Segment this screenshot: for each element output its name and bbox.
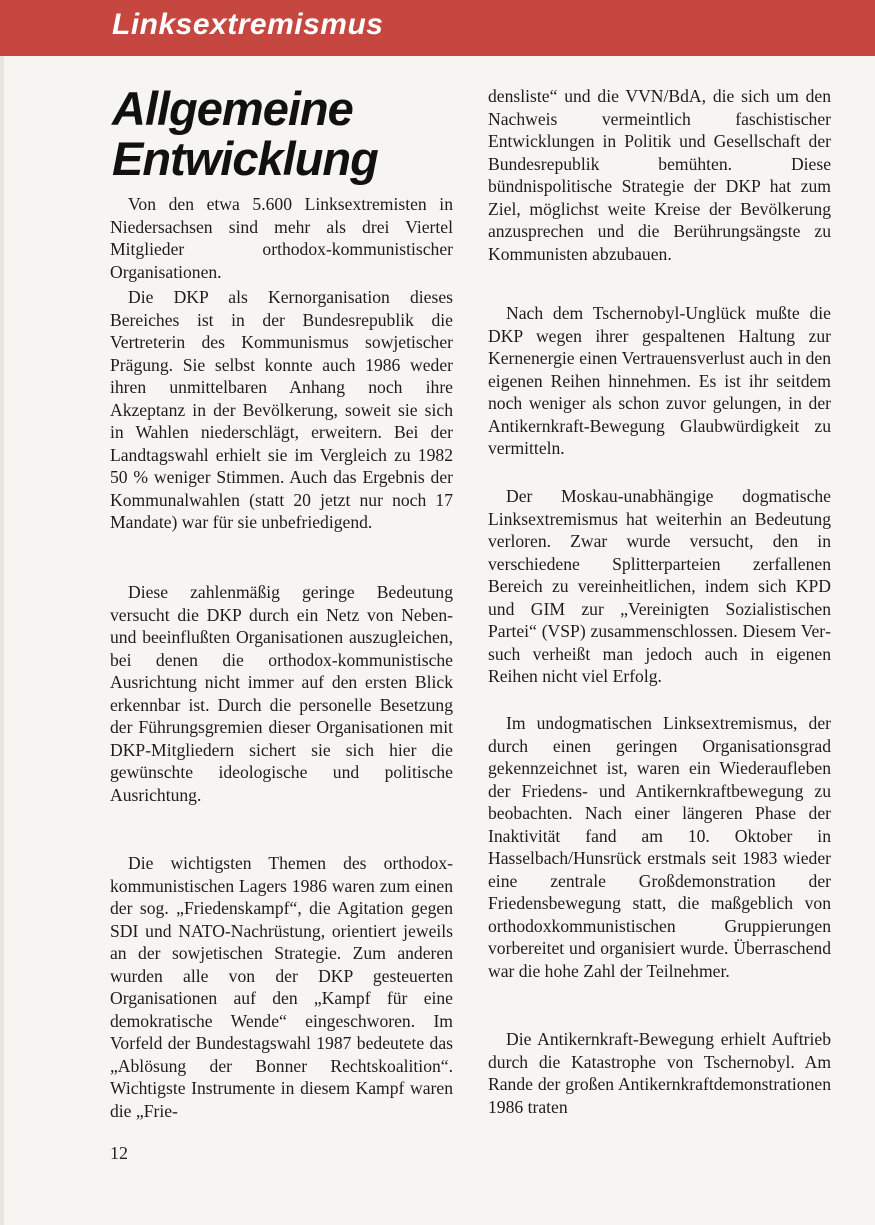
page-title-line-2: Entwicklung: [112, 132, 378, 185]
section-header-band: [0, 0, 875, 56]
page-number: 12: [110, 1143, 128, 1163]
paragraph: Die DKP als Kernorganisation dieses Bereiches ist in der Bundesrepublik die Vertreterin des Kommunismus sowjetischer Prägung. Sie selbst konnte auch 1986 weder ihren unmittelbaren Anhang noch ihre Akzeptanz in der Bevölkerung, soweit sie sich in Wahlen niederschlägt, erweitern. Bei der Landtagswahl erhielt sie im Vergleich zu 1982 50 % weniger Stimmen. Auch das Ergebnis der Kommunalwahlen (statt 20 jetzt nur noch 17 Mandate) war für sie unbefriedigend.: [110, 287, 453, 532]
page-edge: [0, 56, 4, 1225]
paragraph: Die Antikernkraft-Bewegung erhielt Auftrieb durch die Katastrophe von Tschernobyl. Am Rande der großen Antikernkraftdemonstrationen 1986 traten: [488, 1029, 831, 1117]
paragraph: Der Moskau-unabhängige dogmatische Linksextremismus hat weiterhin an Bedeutung verloren. Zwar wurde versucht, den in verschiedene Splitterparteien zerfallenen Bereich zu vereinheitlichen, indem sich KPD und GIM zur „Vereinigten Sozialistischen Partei“ (VSP) zusammenschlossen. Diesem Versuch verheißt man jedoch auch in eigenen Reihen nicht viel Erfolg.: [488, 486, 831, 686]
paragraph: Von den etwa 5.600 Linksextremisten in Niedersachsen sind mehr als drei Viertel Mitglieder orthodox-kommunistischer Organisationen.: [110, 194, 453, 282]
paragraph: Im undogmatischen Linksextremismus, der durch einen geringen Organisationsgrad gekennzeichnet ist, waren ein Wiederaufleben der Friedens- und Antikernkraftbewegung zu beobachten. Nach einer längeren Phase der Inaktivität fand am 10. Oktober in Hasselbach/Hunsrück erstmals seit 1983 wieder eine zentrale Großdemonstration der Friedensbewegung statt, die maßgeblich von orthodoxkommunistischen Gruppierungen vorbereitet und organisiert wurde. Überraschend war die hohe Zahl der Teilnehmer.: [488, 713, 831, 981]
paragraph: Die wichtigsten Themen des orthodox-kommunistischen Lagers 1986 waren zum einen der sog. „Friedenskampf“, die Agitation gegen SDI und NATO-Nachrüstung, orientiert jeweils an der sowjetischen Strategie. Zum anderen wurden alle von der DKP gesteuerten Organisationen auf den „Kampf für eine demokratische Wende“ eingeschworen. Im Vorfeld der Bundestagswahl 1987 bedeutete das „Ablösung der Bonner Rechtskoalition“. Wichtigste Instrumente in diesem Kampf waren die „Frie-: [110, 853, 453, 1121]
paragraph: Diese zahlenmäßig geringe Bedeutung versucht die DKP durch ein Netz von Neben- und beeinflußten Organisationen auszugleichen, bei denen die orthodox-kommunistische Ausrichtung nicht immer auf den ersten Blick erkennbar ist. Durch die personelle Besetzung der Führungsgremien dieser Organisationen mit DKP-Mitgliedern sichert sie sich hier die gewünschte ideologische und politische Ausrichtung.: [110, 582, 453, 805]
page-title: [112, 84, 472, 184]
paragraph: Nach dem Tschernobyl-Unglück mußte die DKP wegen ihrer gespaltenen Haltung zur Kernenergie einen Vertrauensverlust auch in den eigenen Reihen hinnehmen. Es ist ihr seitdem noch weniger als schon zuvor gelungen, in der Antikernkraft-Bewegung Glaubwürdigkeit zu vermitteln.: [488, 303, 831, 458]
paragraph-continued: densliste“ und die VVN/BdA, die sich um den Nachweis vermeintlich faschistischer Entwicklungen in Politik und Gesellschaft der Bundesrepublik bemühten. Diese bündnispolitische Strategie der DKP hat zum Ziel, möglichst weite Kreise der Bevölkerung anzusprechen und die Berührungsängste zu Kommunisten abzubauen.: [488, 86, 831, 264]
page-title-line-1: Allgemeine: [112, 82, 353, 135]
section-title: Linksextremismus: [112, 8, 384, 41]
